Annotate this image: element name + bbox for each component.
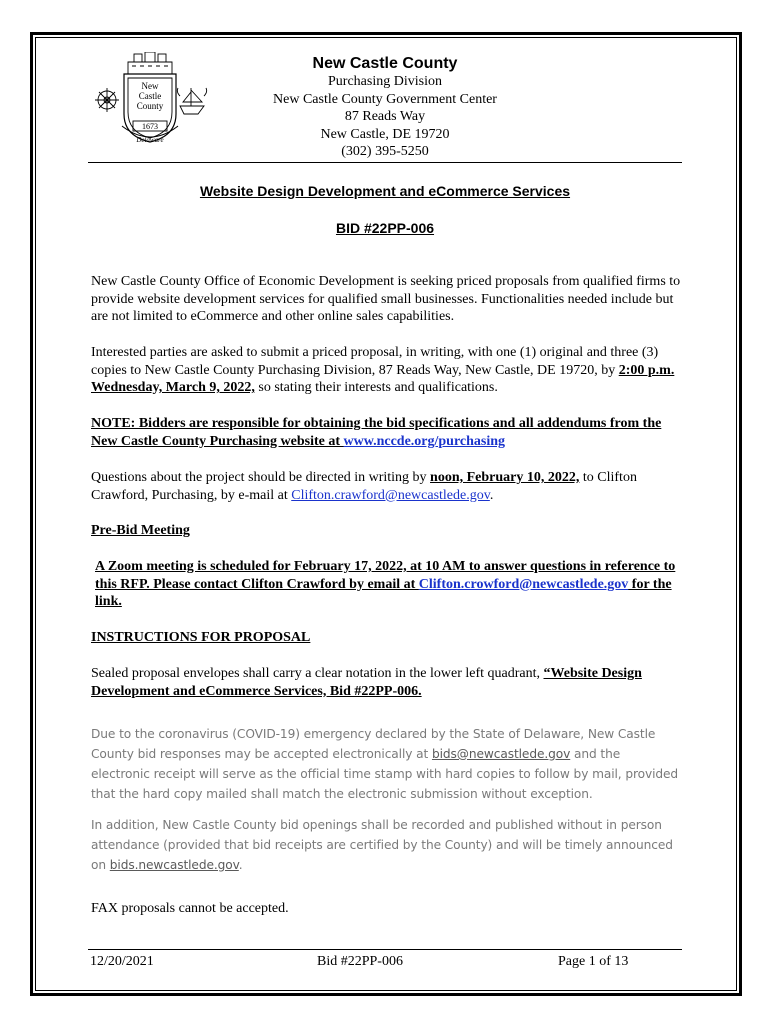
letterhead — [200, 54, 570, 161]
questions-text-end: . — [489, 487, 494, 503]
envelope-notation: “Website Design Development and eCommerce Services, Bid #22PP-006. — [91, 666, 642, 699]
note-text: NOTE: Bidders are responsible for obtaining the bid specifications and all addendums from the New Castle County Purchasing website at — [91, 416, 662, 449]
bid-number-heading: BID #22PP-006 — [335, 220, 435, 236]
questions-deadline: noon, February 10, 2022, — [430, 470, 580, 485]
seal-text-new: New — [141, 81, 159, 91]
prebid-text: A Zoom meeting is scheduled for February 17, 2022, at 10 AM to answer questions in reference to this RFP. Please contact Clifton Crawford by email at — [95, 559, 676, 592]
submission-text: Interested parties are asked to submit a priced proposal, in writing, with one (1) original and three (3) copies to New Castle County Purchasing Division, 87 Reads Way, New Castle, DE 19720, by — [91, 345, 659, 378]
instructions-paragraph — [91, 665, 681, 700]
seal-text-castle: Castle — [138, 91, 162, 101]
instructions-text: Sealed proposal envelopes shall carry a clear notation in the lower left quadrant, — [91, 666, 544, 681]
questions-text: Questions about the project should be directed in writing by — [91, 470, 431, 485]
fax-notice: FAX proposals cannot be accepted. — [91, 901, 289, 916]
openings-paragraph — [91, 815, 681, 875]
prebid-email-link[interactable]: Clifton.crowford@newcastlede.gov — [418, 576, 629, 592]
org-name: New Castle County — [312, 55, 458, 72]
covid-text: Due to the coronavirus (COVID-19) emergency declared by the State of Delaware, New Castle County bid responses may be accepted electronically at — [91, 727, 656, 761]
county-seal-logo — [92, 52, 208, 144]
bids-email-link[interactable]: bids@newcastlede.gov — [431, 747, 571, 761]
prebid-text-end: for the link. — [95, 576, 672, 609]
document-title: Website Design Development and eCommerce Services — [199, 183, 571, 199]
bids-website-link[interactable]: bids.newcastlede.gov — [109, 858, 239, 872]
seal-state: Delaware — [136, 136, 164, 144]
intro-paragraph: New Castle County Office of Economic Development is seeking priced proposals from qualified firms to provide website development services for qualified small businesses. Functionalities needed include but are not limited to eCommerce and other online sales capabilities. — [91, 274, 681, 324]
footer-date: 12/20/2021 — [90, 954, 154, 969]
street-address: 87 Reads Way — [344, 109, 426, 124]
seal-text-county: County — [136, 101, 164, 111]
prebid-heading: Pre-Bid Meeting — [91, 523, 190, 538]
openings-text: In addition, New Castle County bid openings shall be recorded and published without in person attendance (provided that bid receipts are certified by the County) and will be timely announced on — [91, 818, 673, 872]
prebid-paragraph — [95, 558, 681, 611]
note-paragraph — [91, 415, 681, 450]
covid-paragraph — [91, 724, 681, 804]
questions-paragraph — [91, 469, 681, 504]
instructions-heading: INSTRUCTIONS FOR PROPOSAL — [91, 630, 311, 645]
footer-page-number: Page 1 of 13 — [558, 954, 629, 969]
submission-deadline: 2:00 p.m. Wednesday, March 9, 2022, — [91, 362, 675, 395]
submission-paragraph — [91, 344, 681, 397]
covid-text-end: and the electronic receipt will serve as the official time stamp with hard copies to follow by mail, provided that the hard copy mailed shall match the electronic submission without exception. — [91, 747, 679, 801]
building: New Castle County Government Center — [273, 91, 497, 107]
footer-divider — [88, 949, 682, 950]
division: Purchasing Division — [328, 74, 442, 89]
openings-text-end: . — [238, 858, 243, 872]
questions-text-middle: to Clifton Crawford, Purchasing, by e-mail at — [91, 470, 637, 503]
submission-text-end: so stating their interests and qualifications. — [254, 380, 498, 395]
city-state-zip: New Castle, DE 19720 — [320, 126, 450, 142]
header-divider — [88, 162, 682, 163]
phone-number: (302) 395-5250 — [341, 144, 429, 159]
purchasing-website-link[interactable]: www.nccde.org/purchasing — [343, 433, 506, 449]
contact-email-link[interactable]: Clifton.crawford@newcastlede.gov — [291, 487, 490, 503]
seal-year: 1673 — [142, 122, 158, 131]
footer-bid-number: Bid #22PP-006 — [317, 954, 403, 969]
